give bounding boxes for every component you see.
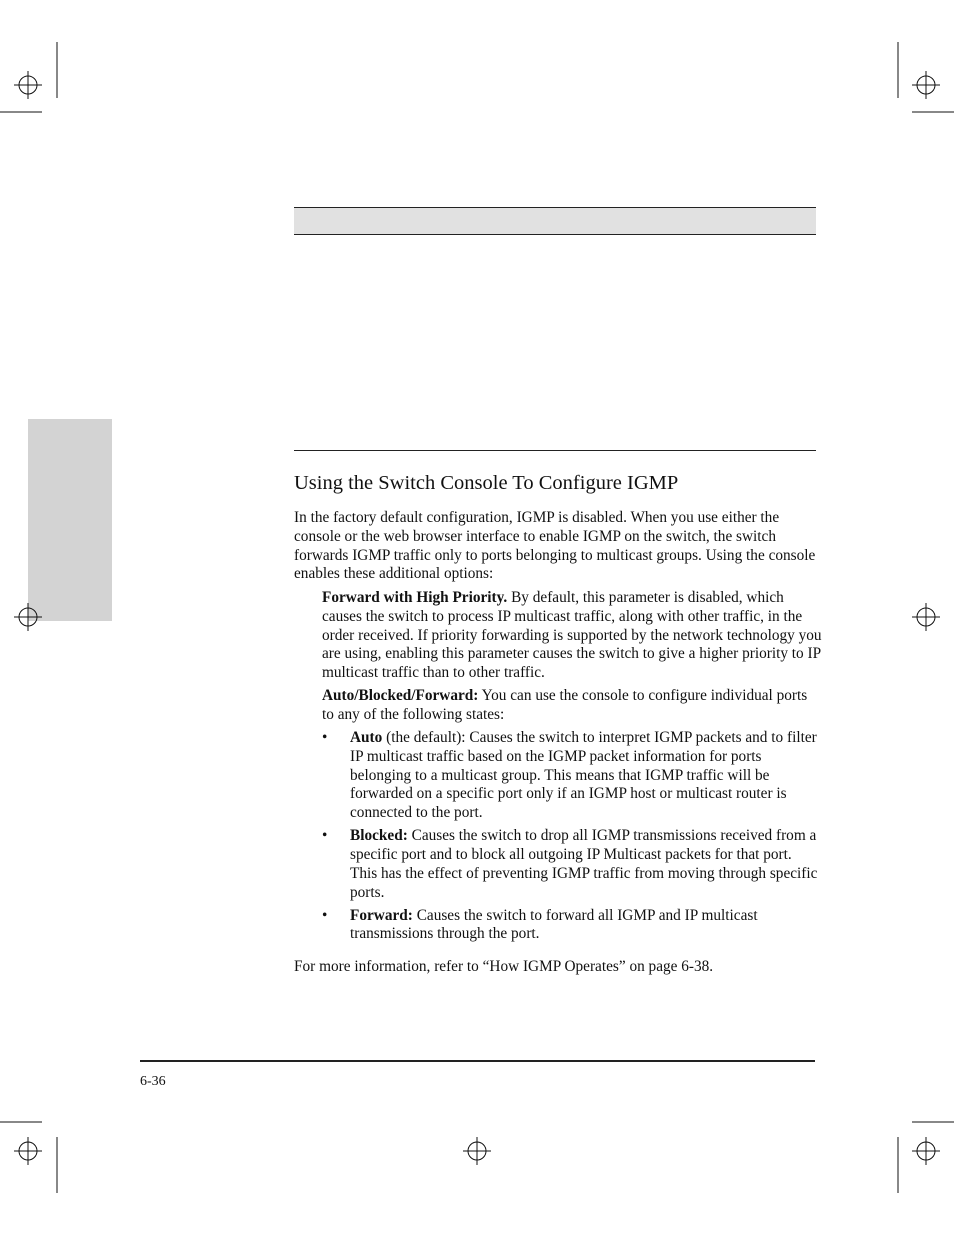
registration-crosshair-icon [14, 71, 42, 99]
page-number: 6-36 [140, 1074, 166, 1089]
option-forward-high-priority [322, 589, 822, 683]
option-text: By default, this parameter is disabled, which causes the switch to process IP multicast traffic, along with other traffic, in the order received. If priority forwarding is supported by the network technology you are using, enabling this parameter causes the switch to give a higher priority to IP multicast traffic than to other traffic. [322, 589, 822, 682]
intro-paragraph: In the factory default configuration, IGMP is disabled. When you use either the console or the web browser interface to enable IGMP on the switch, the switch forwards IGMP traffic only to ports belonging to multicast groups. Using the console enables these additional options: [294, 509, 816, 583]
registration-crosshair-icon [912, 603, 940, 631]
registration-crosshair-icon [14, 1137, 42, 1165]
option-label: Auto/Blocked/Forward: [322, 687, 479, 704]
list-item-blocked [322, 827, 822, 902]
bullet-icon: • [322, 827, 328, 845]
bullet-icon: • [322, 729, 328, 746]
option-auto-blocked-forward [322, 687, 822, 725]
option-text: You can use the console to configure individual ports to any of the following states: [322, 687, 808, 723]
item-label: Forward: [350, 906, 413, 924]
bullet-icon: • [322, 906, 328, 924]
port-state-list [322, 729, 822, 948]
registration-crosshair-icon [912, 71, 940, 99]
registration-crosshair-icon [912, 1137, 940, 1165]
list-item-auto [322, 729, 822, 823]
item-text: Causes the switch to drop all IGMP transmissions received from a specific port and to block all outgoing IP Multicast packets for that port. This has the effect of preventing IGMP traffic from moving through specific ports. [350, 827, 818, 901]
footer-rule [140, 1060, 815, 1062]
registration-crosshair-icon [14, 603, 42, 631]
item-label: Blocked: [350, 827, 408, 845]
list-item-forward [322, 907, 822, 945]
item-text: Causes the switch to forward all IGMP and IP multicast transmissions through the port. [350, 906, 758, 943]
closing-reference: For more information, refer to “How IGMP Operates” on page 6-38. [294, 958, 714, 975]
section-heading: Using the Switch Console To Configure IGMP [294, 472, 679, 494]
option-label: Forward with High Priority. [322, 589, 508, 606]
item-label: Auto [350, 729, 383, 746]
registration-crosshair-icon [463, 1137, 491, 1165]
item-text: (the default): Causes the switch to interpret IGMP packets and to filter IP multicast traffic based on the IGMP packet information for ports belonging to a multicast group. This means that IGMP traffic will be forwarded on a specific port only if an IGMP host or multicast router is connected to the port. [350, 729, 817, 822]
